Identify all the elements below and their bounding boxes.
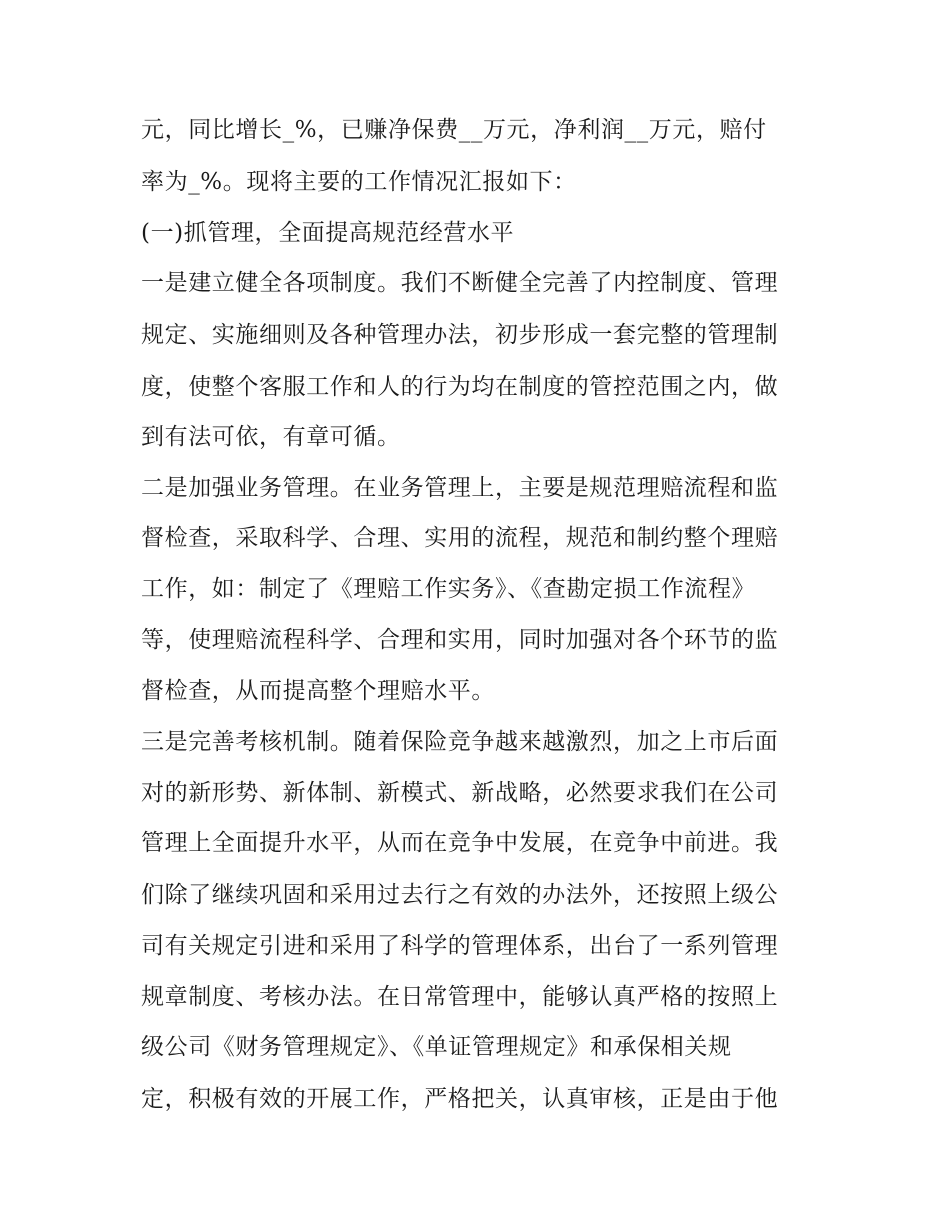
- text-line: 一是建立健全各项制度。我们不断健全完善了内控制度、管理: [141, 270, 779, 296]
- text-line: 到有法可依，有章可循。: [141, 424, 401, 450]
- text-line: 元，同比增长_%，已赚净保费__万元，净利润__万元，赔付: [141, 117, 767, 143]
- section-heading: (一)抓管理，全面提高规范经营水平: [141, 220, 515, 246]
- text-line: 等，使理赔流程科学、合理和实用，同时加强对各个环节的监: [141, 627, 779, 653]
- text-line: 三是完善考核机制。随着保险竞争越来越激烈，加之上市后面: [141, 729, 779, 755]
- text-line: 督检查，采取科学、合理、实用的流程，规范和制约整个理赔: [141, 525, 779, 551]
- text-line: 二是加强业务管理。在业务管理上，主要是规范理赔流程和监: [141, 475, 779, 501]
- text-line: 督检查，从而提高整个理赔水平。: [141, 678, 495, 704]
- text-line: 规章制度、考核办法。在日常管理中，能够认真严格的按照上: [141, 984, 779, 1010]
- text-line: 们除了继续巩固和采用过去行之有效的办法外，还按照上级公: [141, 882, 779, 908]
- text-line: 工作，如：制定了《理赔工作实务》、《查勘定损工作流程》: [141, 576, 756, 602]
- text-line: 度，使整个客服工作和人的行为均在制度的管控范围之内，做: [141, 374, 779, 400]
- text-line: 定，积极有效的开展工作，严格把关，认真审核，正是由于他: [141, 1086, 779, 1112]
- text-line: 规定、实施细则及各种管理办法，初步形成一套完整的管理制: [141, 322, 779, 348]
- text-line: 管理上全面提升水平，从而在竞争中发展，在竞争中前进。我: [141, 830, 779, 856]
- text-line: 司有关规定引进和采用了科学的管理体系，出台了一系列管理: [141, 933, 779, 959]
- text-line: 对的新形势、新体制、新模式、新战略，必然要求我们在公司: [141, 780, 779, 806]
- text-line: 率为_%。现将主要的工作情况汇报如下：: [141, 169, 577, 195]
- text-line: 级公司《财务管理规定》、《单证管理规定》和承保相关规: [141, 1034, 732, 1060]
